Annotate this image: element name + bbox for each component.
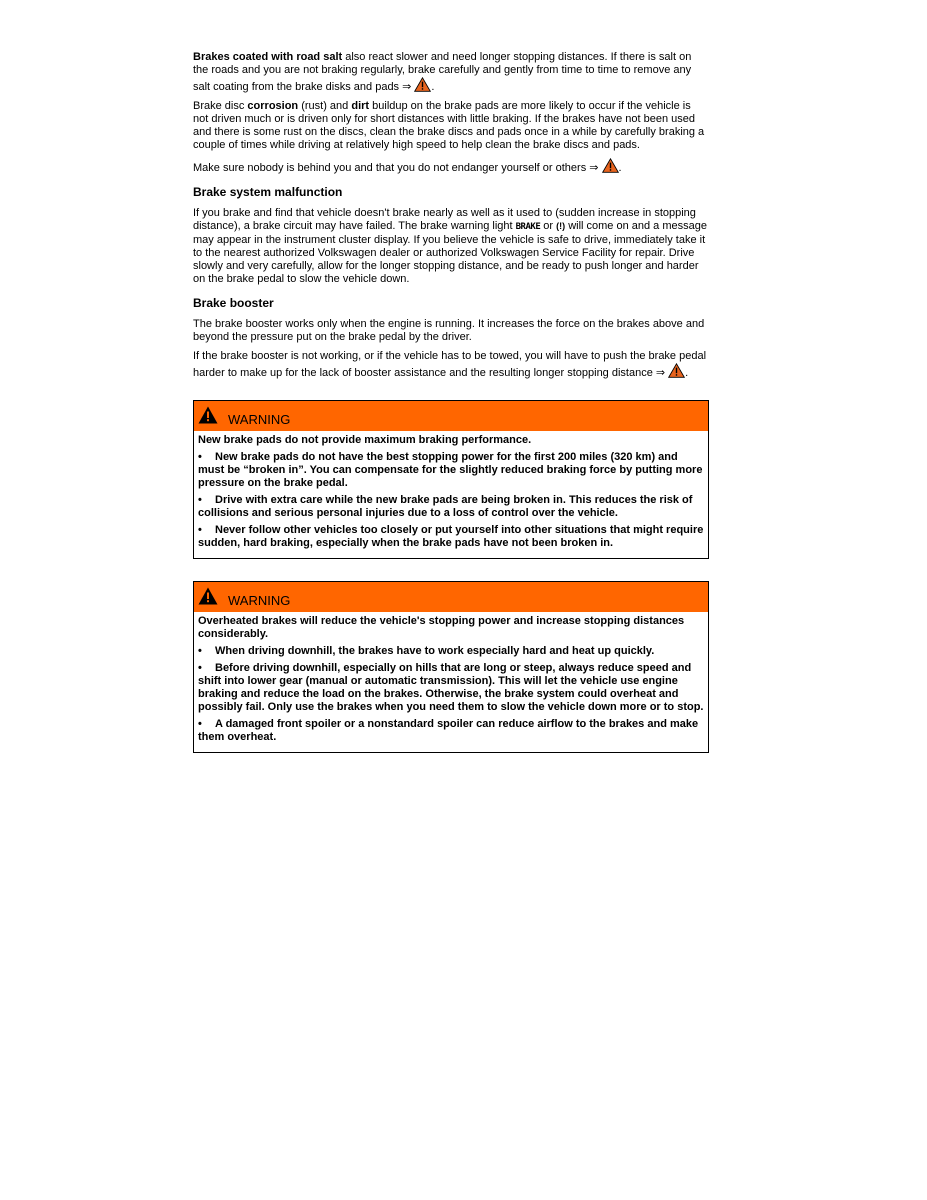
warning-box-new-pads xyxy=(193,400,709,559)
salt-paragraph: Brakes coated with road salt also react slower and need longer stopping distances. If there is salt on the roads and you are not braking regularly, brake carefully and gently from time to time to remove any salt coating from the brake disks and pads ⇒ . xyxy=(193,51,692,93)
booster-paragraph-1: The brake booster works only when the engine is running. It increases the force on the brakes above and beyond the pressure put on the brake pedal by the driver. xyxy=(193,318,705,343)
booster-paragraph-2: If the brake booster is not working, or if the vehicle has to be towed, you will have to push the brake pedal harder to make up for the lack of booster assistance and the resulting longer stopping distance ⇒ . xyxy=(193,350,707,379)
warning-box-overheated xyxy=(193,581,709,753)
warning-triangle-icon[interactable] xyxy=(602,158,619,173)
warning-triangle-icon xyxy=(198,406,218,424)
nobody-behind-paragraph: Make sure nobody is behind you and that you do not endanger yourself or others ⇒ . xyxy=(193,158,709,175)
salt-text: also react slower and need longer stopping distances. If there is salt on the roads and you are not braking regularly, brake carefully and gently from time to time to remove any salt coating from the brake disks and pads ⇒ xyxy=(193,51,692,93)
warning-bullet: • Never follow other vehicles too closely or put yourself into other situations that might require sudden, hard braking, especially when the brake pads have not been broken in. xyxy=(198,524,704,549)
salt-bold-lead: Brakes coated with road salt xyxy=(193,51,343,63)
warning-body xyxy=(194,612,708,752)
warning-title: WARNING xyxy=(228,592,291,608)
malfunction-heading: Brake system malfunction xyxy=(193,185,343,199)
warning-bullet: • New brake pads do not have the best stopping power for the first 200 miles (320 km) and must be “broken in”. You can compensate for the slightly reduced braking force by putting more pressure on the brake pedal. xyxy=(198,451,703,489)
malfunction-paragraph: If you brake and find that vehicle doesn't brake nearly as well as it used to (sudden increase in stopping distance), a brake circuit may have failed. The brake warning light BRAKE or (!) will come on and a message may appear in the instrument cluster display. If you believe the vehicle is safe to drive, immediately take it to the nearest authorized Volkswagen dealer or authorized Volkswagen Service Facility for repair. Drive slowly and very carefully, allow for the longer stopping distance, and be ready to push longer and harder on the brake pedal to slow the vehicle down. xyxy=(193,207,707,285)
warning-bullet: • Drive with extra care while the new brake pads are being broken in. This reduces the risk of collisions and serious personal injuries due to a loss of control over the vehicle. xyxy=(198,494,693,519)
warning-bullet: • Before driving downhill, especially on hills that are long or steep, always reduce speed and shift into lower gear (manual or automatic transmission). This will let the vehicle use engine braking and reduce the load on the brakes. Otherwise, the brake system could overheat and possibly fail. Only use the brakes when you need them to slow the vehicle down more or to stop. xyxy=(198,662,704,713)
warning-triangle-icon xyxy=(198,587,218,605)
warning-triangle-icon[interactable] xyxy=(668,363,685,378)
warning-triangle-icon[interactable] xyxy=(414,77,431,92)
corrosion-paragraph: Brake disc corrosion (rust) and dirt buildup on the brake pads are more likely to occur if the vehicle is not driven much or is driven only for short distances with little braking. If the brakes have not been used and there is some rust on the discs, clean the brake discs and pads once in a while by carefully braking a couple of times while driving at relatively high speed to help clean the brake discs and pads. xyxy=(193,100,705,151)
warning-body xyxy=(194,431,708,558)
brake-circle-icon: (!) xyxy=(556,221,566,231)
warning-bullet: • A damaged front spoiler or a nonstandard spoiler can reduce airflow to the brakes and make them overheat. xyxy=(198,718,699,743)
booster-heading: Brake booster xyxy=(193,296,274,310)
warning-header xyxy=(194,401,708,431)
warning-header xyxy=(194,582,708,612)
warning-bullet: • When driving downhill, the brakes have to work especially hard and heat up quickly. xyxy=(198,645,655,657)
warning-title: WARNING xyxy=(228,411,291,427)
brake-warning-light-label: BRAKE xyxy=(515,222,541,232)
warning-lead: Overheated brakes will reduce the vehicle's stopping power and increase stopping distances considerably. xyxy=(198,615,685,640)
warning-lead: New brake pads do not provide maximum braking performance. xyxy=(198,434,532,446)
page-content xyxy=(193,51,709,753)
